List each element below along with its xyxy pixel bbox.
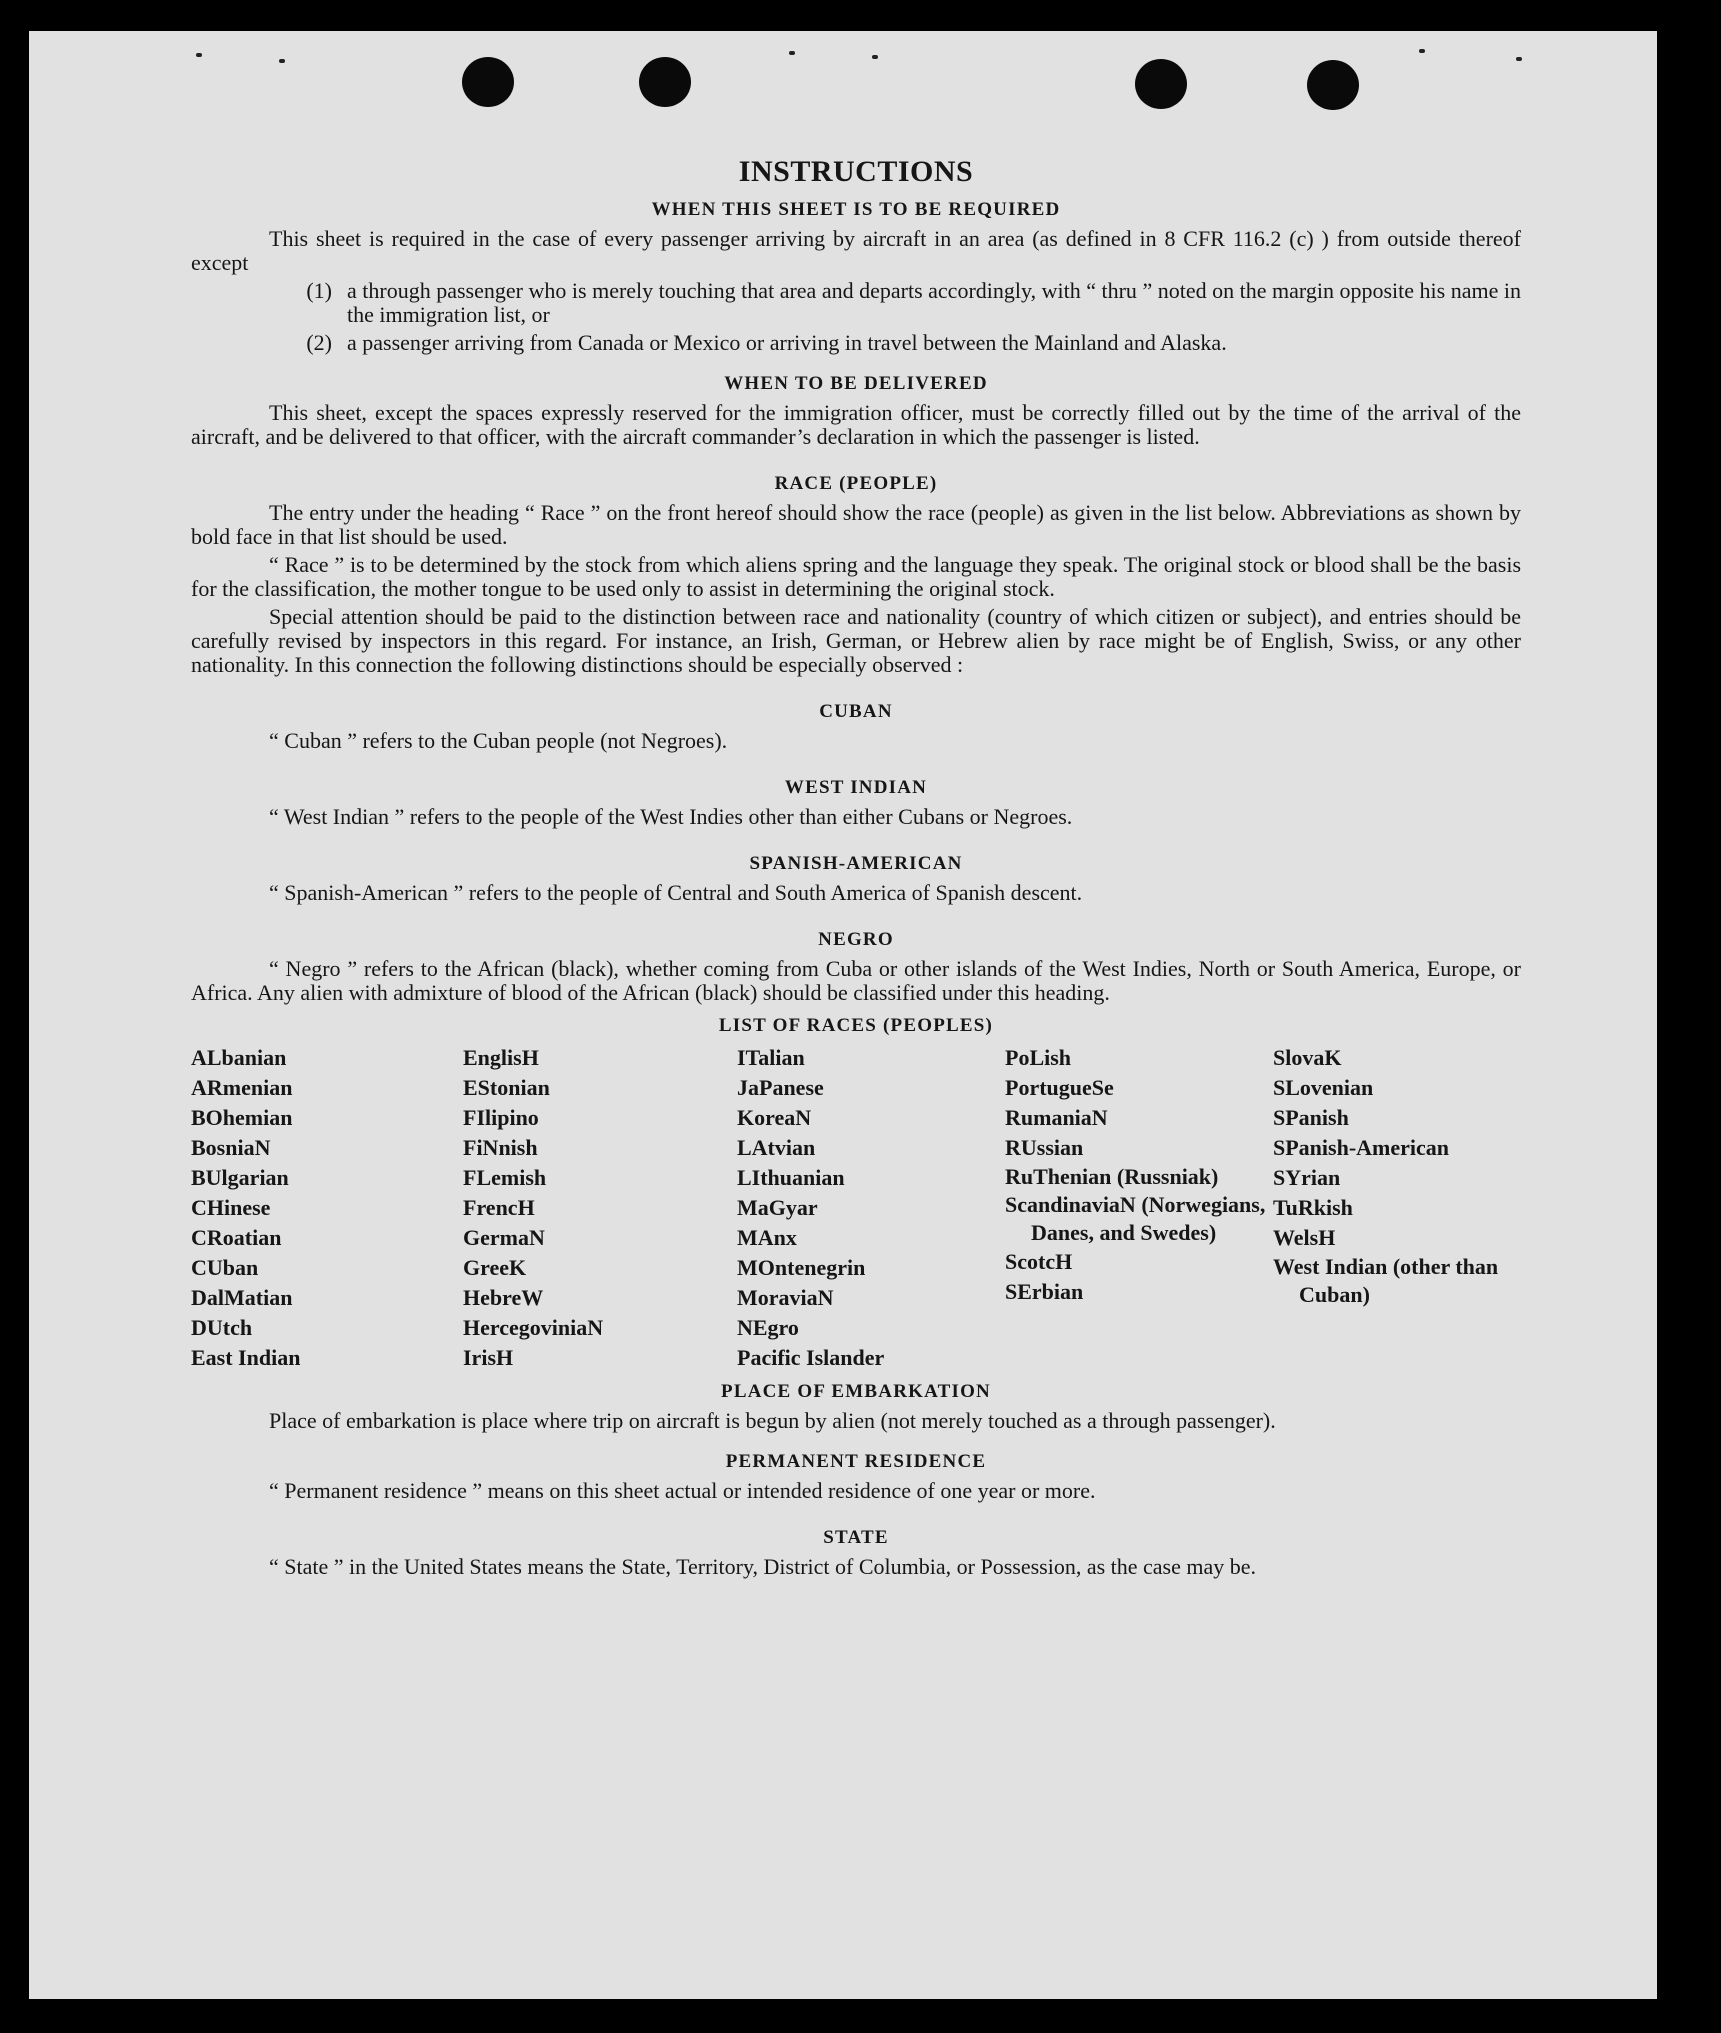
paragraph: This sheet, except the spaces expressly reserved for the immigration officer, must be correctly filled out by the time of the arrival of the aircraft, and be delivered to that officer, with the aircraft commander’s declaration in which the passenger is listed. — [191, 400, 1521, 449]
race-entry: DUtch — [191, 1315, 253, 1340]
race-entry: PoLish — [1005, 1045, 1072, 1070]
races-column — [1005, 1043, 1273, 1373]
race-entry: RUssian — [1005, 1135, 1084, 1160]
race-entry: ScotcH — [1005, 1249, 1073, 1274]
list-text: a through passenger who is merely touching that area and departs accordingly, with “ thru ” noted on the margin opposite his name in the immigration list, or — [347, 278, 1521, 327]
race-entry: PortugueSe — [1005, 1075, 1114, 1100]
document-page — [29, 31, 1657, 1999]
speck — [279, 59, 285, 63]
race-entry: LIthuanian — [737, 1165, 845, 1190]
section-heading-when-required: WHEN THIS SHEET IS TO BE REQUIRED — [651, 199, 1061, 220]
paragraph: Special attention should be paid to the distinction between race and nationality (country of which citizen or subject), and entries should be carefully revised by inspectors in this regard. For instance, an Irish, German, or Hebrew alien by race might be of English, Swiss, or any other nationality. In this connection the following distinctions should be especially observed : — [191, 604, 1521, 677]
race-entry: EStonian — [463, 1075, 550, 1100]
race-entry: EnglisH — [463, 1045, 539, 1070]
race-entry: SPanish — [1273, 1105, 1349, 1130]
race-entry: DalMatian — [191, 1285, 293, 1310]
section-heading-spanish-american: SPANISH-AMERICAN — [749, 853, 963, 874]
race-entry: CHinese — [191, 1195, 271, 1220]
section-heading-negro: NEGRO — [818, 929, 894, 950]
race-entry: ITalian — [737, 1045, 805, 1070]
race-entry: ARmenian — [191, 1075, 293, 1100]
instructions-content — [191, 155, 1521, 1579]
race-entry: IrisH — [463, 1345, 514, 1370]
race-entry: SlovaK — [1273, 1045, 1342, 1070]
race-entry: KoreaN — [737, 1105, 812, 1130]
race-entry: GreeK — [463, 1255, 527, 1280]
race-entry: NEgro — [737, 1315, 799, 1340]
speck — [1516, 57, 1522, 61]
paragraph: “ Spanish-American ” refers to the people of Central and South America of Spanish descent. — [269, 880, 1083, 905]
race-entry: BosniaN — [191, 1135, 271, 1160]
section-heading-west-indian: WEST INDIAN — [784, 777, 928, 798]
race-entry: RuThenian (Russniak) — [1005, 1164, 1219, 1189]
list-number: (1) — [306, 278, 332, 303]
race-entry: WelsH — [1273, 1225, 1336, 1250]
race-entry: ALbanian — [191, 1045, 287, 1070]
list-item — [191, 279, 1521, 327]
section-heading-residence: PERMANENT RESIDENCE — [725, 1451, 987, 1472]
page-title: INSTRUCTIONS — [738, 155, 974, 188]
race-entry: West Indian (other than Cuban) — [1273, 1254, 1504, 1307]
race-entry: SLovenian — [1273, 1075, 1374, 1100]
speck — [872, 55, 878, 59]
race-entry: MoraviaN — [737, 1285, 834, 1310]
paragraph: “ West Indian ” refers to the people of the West Indies other than either Cubans or Negroes. — [269, 804, 1073, 829]
paragraph: This sheet is required in the case of every passenger arriving by aircraft in an area (as defined in 8 CFR 116.2 (c) ) from outside thereof except — [191, 226, 1521, 275]
race-entry: GermaN — [463, 1225, 545, 1250]
race-entry: MOntenegrin — [737, 1255, 866, 1280]
race-entry: CRoatian — [191, 1225, 282, 1250]
race-entry: ScandinaviaN (Norwegians, Danes, and Swedes) — [1005, 1192, 1271, 1245]
list-item — [191, 331, 1521, 355]
paragraph: The entry under the heading “ Race ” on the front hereof should show the race (people) as given in the list below. Abbreviations as shown by bold face in that list should be used. — [191, 500, 1521, 549]
race-entry: MAnx — [737, 1225, 797, 1250]
punch-hole — [639, 57, 691, 107]
race-entry: CUban — [191, 1255, 259, 1280]
paragraph: “ Negro ” refers to the African (black), whether coming from Cuba or other islands of the West Indies, North or South America, Europe, or Africa. Any alien with admixture of blood of the African (black) should be classified under this heading. — [191, 956, 1521, 1005]
section-heading-race: RACE (PEOPLE) — [774, 473, 938, 494]
section-heading-when-delivered: WHEN TO BE DELIVERED — [724, 373, 988, 394]
races-column — [463, 1043, 737, 1373]
race-entry: BUlgarian — [191, 1165, 289, 1190]
paragraph: “ State ” in the United States means the State, Territory, District of Columbia, or Possession, as the case may be. — [269, 1554, 1257, 1579]
paragraph: Place of embarkation is place where trip on aircraft is begun by alien (not merely touched as a through passenger). — [269, 1408, 1276, 1433]
race-entry: TuRkish — [1273, 1195, 1353, 1220]
race-entry: FIlipino — [463, 1105, 539, 1130]
paragraph: “ Cuban ” refers to the Cuban people (not Negroes). — [269, 728, 728, 753]
paragraph: “ Race ” is to be determined by the stock from which aliens spring and the language they speak. The original stock or blood shall be the basis for the classification, the mother tongue to be used only to assist in determining the original stock. — [191, 552, 1521, 601]
race-entry: FLemish — [463, 1165, 547, 1190]
punch-hole — [462, 57, 514, 107]
race-entry: LAtvian — [737, 1135, 816, 1160]
race-entry: BOhemian — [191, 1105, 293, 1130]
race-entry: HebreW — [463, 1285, 544, 1310]
race-entry: HercegoviniaN — [463, 1315, 604, 1340]
list-text: a passenger arriving from Canada or Mexico or arriving in travel between the Mainland and Alaska. — [347, 330, 1227, 355]
speck — [1419, 49, 1425, 53]
list-number: (2) — [306, 330, 332, 355]
race-entry: East Indian — [191, 1345, 301, 1370]
race-entry: JaPanese — [737, 1075, 824, 1100]
speck — [789, 51, 795, 55]
races-column — [737, 1043, 1005, 1373]
race-entry: FiNnish — [463, 1135, 538, 1160]
race-entry: RumaniaN — [1005, 1105, 1108, 1130]
section-heading-embarkation: PLACE OF EMBARKATION — [721, 1381, 991, 1402]
speck — [196, 53, 202, 57]
section-heading-cuban: CUBAN — [819, 701, 893, 722]
paragraph: “ Permanent residence ” means on this sheet actual or intended residence of one year or more. — [269, 1478, 1096, 1503]
race-entry: SPanish-American — [1273, 1135, 1449, 1160]
race-entry: FrencH — [463, 1195, 535, 1220]
punch-hole — [1135, 59, 1187, 109]
section-heading-state: STATE — [823, 1527, 889, 1548]
race-entry: Pacific Islander — [737, 1345, 885, 1370]
punch-hole — [1307, 60, 1359, 110]
race-entry: SErbian — [1005, 1279, 1084, 1304]
races-list — [191, 1043, 1521, 1373]
races-column — [1273, 1043, 1521, 1373]
races-column — [191, 1043, 463, 1373]
section-heading-list-of-races: LIST OF RACES (PEOPLES) — [718, 1015, 994, 1036]
race-entry: MaGyar — [737, 1195, 818, 1220]
race-entry: SYrian — [1273, 1165, 1341, 1190]
